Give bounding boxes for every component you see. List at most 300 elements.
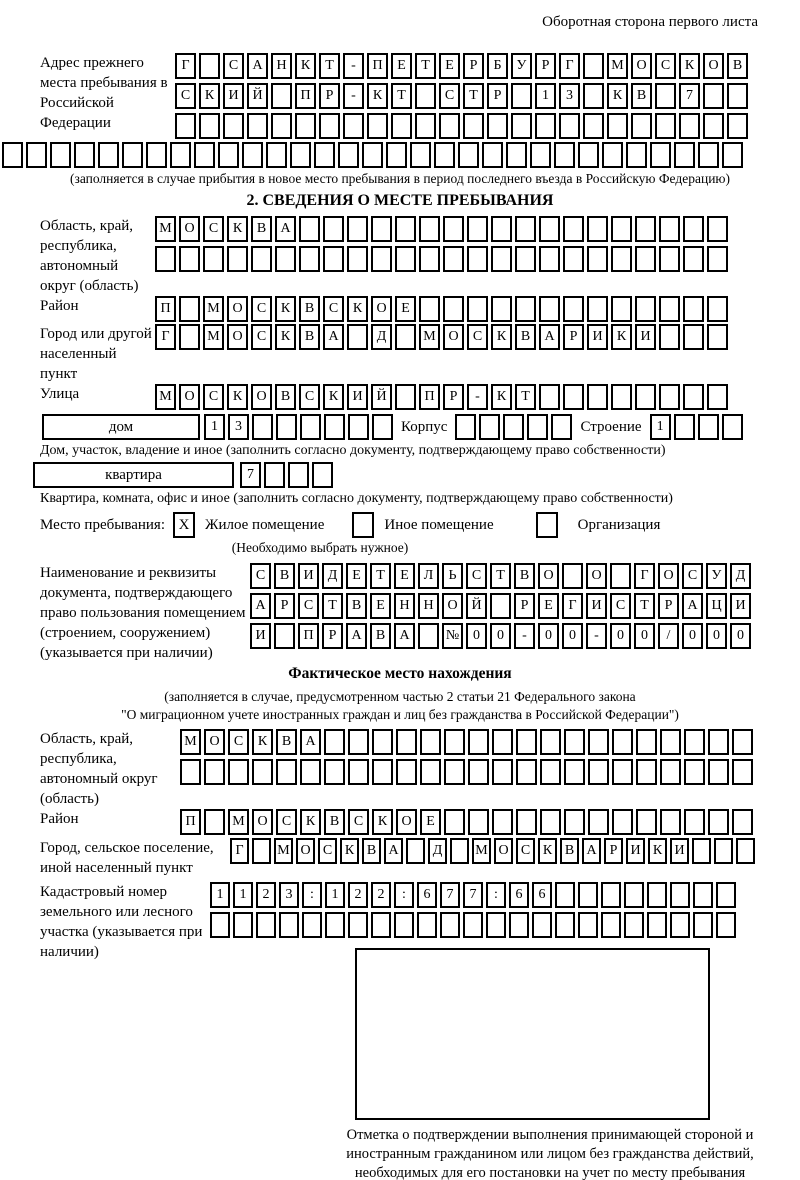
char-box[interactable] [458, 142, 479, 168]
char-box[interactable] [588, 729, 609, 755]
char-box[interactable] [650, 142, 671, 168]
char-box[interactable]: К [372, 809, 393, 835]
char-box[interactable]: 1 [535, 83, 556, 109]
char-box[interactable]: О [179, 384, 200, 410]
char-box[interactable] [635, 246, 656, 272]
char-box[interactable]: В [251, 216, 272, 242]
char-box[interactable] [655, 113, 676, 139]
char-box[interactable] [170, 142, 191, 168]
char-box[interactable] [343, 113, 364, 139]
char-box[interactable] [288, 462, 309, 488]
char-box[interactable]: 7 [463, 882, 483, 908]
char-box[interactable]: Д [428, 838, 447, 864]
char-box[interactable]: О [631, 53, 652, 79]
char-box[interactable] [684, 729, 705, 755]
char-box[interactable]: Е [370, 593, 391, 619]
char-box[interactable]: Р [463, 53, 484, 79]
char-box[interactable]: Г [155, 324, 176, 350]
char-box[interactable] [611, 296, 632, 322]
char-box[interactable]: О [227, 324, 248, 350]
char-box[interactable] [299, 246, 320, 272]
char-box[interactable] [583, 83, 604, 109]
org-checkbox[interactable] [536, 512, 558, 538]
char-box[interactable]: В [631, 83, 652, 109]
char-box[interactable]: 0 [490, 623, 511, 649]
char-box[interactable]: Д [322, 563, 343, 589]
char-box[interactable] [362, 142, 383, 168]
char-box[interactable] [562, 563, 583, 589]
char-box[interactable]: : [302, 882, 322, 908]
char-box[interactable] [179, 324, 200, 350]
char-box[interactable] [420, 759, 441, 785]
char-box[interactable] [146, 142, 167, 168]
char-box[interactable] [540, 729, 561, 755]
char-box[interactable]: Р [604, 838, 623, 864]
char-box[interactable] [290, 142, 311, 168]
char-box[interactable]: В [274, 563, 295, 589]
char-box[interactable] [516, 809, 537, 835]
char-box[interactable]: 3 [559, 83, 580, 109]
char-box[interactable] [670, 912, 690, 938]
char-box[interactable] [299, 216, 320, 242]
char-box[interactable] [155, 246, 176, 272]
char-box[interactable]: О [179, 216, 200, 242]
char-box[interactable] [683, 246, 704, 272]
char-box[interactable] [659, 384, 680, 410]
char-box[interactable] [274, 623, 295, 649]
char-box[interactable]: Р [563, 324, 584, 350]
char-box[interactable] [515, 296, 536, 322]
char-box[interactable] [394, 912, 414, 938]
char-box[interactable]: К [648, 838, 667, 864]
char-box[interactable]: С [251, 324, 272, 350]
char-box[interactable]: К [679, 53, 700, 79]
char-box[interactable] [698, 142, 719, 168]
char-box[interactable] [511, 83, 532, 109]
char-box[interactable] [647, 912, 667, 938]
char-box[interactable] [559, 113, 580, 139]
char-box[interactable]: Г [230, 838, 249, 864]
char-box[interactable] [395, 384, 416, 410]
char-box[interactable]: О [658, 563, 679, 589]
char-box[interactable] [659, 216, 680, 242]
char-box[interactable]: Р [319, 83, 340, 109]
char-box[interactable]: С [466, 563, 487, 589]
char-box[interactable] [302, 912, 322, 938]
char-box[interactable] [479, 414, 500, 440]
char-box[interactable] [324, 759, 345, 785]
char-box[interactable] [587, 384, 608, 410]
char-box[interactable] [539, 384, 560, 410]
char-box[interactable]: Е [538, 593, 559, 619]
char-box[interactable]: Т [634, 593, 655, 619]
char-box[interactable] [444, 759, 465, 785]
char-box[interactable] [444, 809, 465, 835]
char-box[interactable] [324, 729, 345, 755]
char-box[interactable] [490, 593, 511, 619]
char-box[interactable]: К [340, 838, 359, 864]
char-box[interactable] [372, 414, 393, 440]
char-box[interactable]: П [419, 384, 440, 410]
char-box[interactable] [371, 216, 392, 242]
char-box[interactable] [252, 838, 271, 864]
char-box[interactable]: 2 [348, 882, 368, 908]
char-box[interactable] [503, 414, 524, 440]
char-box[interactable]: О [494, 838, 513, 864]
char-box[interactable] [564, 809, 585, 835]
char-box[interactable] [434, 142, 455, 168]
char-box[interactable] [271, 83, 292, 109]
char-box[interactable]: Е [439, 53, 460, 79]
char-box[interactable]: 7 [679, 83, 700, 109]
char-box[interactable]: В [515, 324, 536, 350]
char-box[interactable] [415, 113, 436, 139]
char-box[interactable]: / [658, 623, 679, 649]
char-box[interactable] [674, 414, 695, 440]
char-box[interactable] [26, 142, 47, 168]
char-box[interactable]: О [396, 809, 417, 835]
char-box[interactable] [636, 729, 657, 755]
char-box[interactable]: 0 [634, 623, 655, 649]
char-box[interactable] [563, 296, 584, 322]
char-box[interactable] [395, 216, 416, 242]
char-box[interactable]: К [275, 324, 296, 350]
char-box[interactable] [242, 142, 263, 168]
char-box[interactable] [612, 809, 633, 835]
char-box[interactable] [391, 113, 412, 139]
char-box[interactable] [515, 246, 536, 272]
char-box[interactable] [587, 216, 608, 242]
char-box[interactable] [693, 912, 713, 938]
char-box[interactable]: С [203, 384, 224, 410]
char-box[interactable] [367, 113, 388, 139]
char-box[interactable] [325, 912, 345, 938]
char-box[interactable] [276, 759, 297, 785]
char-box[interactable] [486, 912, 506, 938]
char-box[interactable]: О [204, 729, 225, 755]
char-box[interactable] [602, 142, 623, 168]
char-box[interactable]: К [367, 83, 388, 109]
char-box[interactable]: С [251, 296, 272, 322]
char-box[interactable]: Н [271, 53, 292, 79]
char-box[interactable] [506, 142, 527, 168]
char-box[interactable]: 6 [509, 882, 529, 908]
char-box[interactable]: О [227, 296, 248, 322]
char-box[interactable] [626, 142, 647, 168]
char-box[interactable] [716, 882, 736, 908]
char-box[interactable]: В [346, 593, 367, 619]
char-box[interactable] [612, 759, 633, 785]
char-box[interactable] [247, 113, 268, 139]
char-box[interactable] [539, 246, 560, 272]
char-box[interactable] [635, 384, 656, 410]
char-box[interactable]: С [203, 216, 224, 242]
char-box[interactable] [175, 113, 196, 139]
char-box[interactable]: В [727, 53, 748, 79]
char-box[interactable] [578, 912, 598, 938]
char-box[interactable] [440, 912, 460, 938]
char-box[interactable]: 1 [650, 414, 671, 440]
char-box[interactable] [395, 324, 416, 350]
char-box[interactable] [607, 113, 628, 139]
char-box[interactable] [194, 142, 215, 168]
char-box[interactable] [218, 142, 239, 168]
char-box[interactable] [348, 414, 369, 440]
char-box[interactable] [698, 414, 719, 440]
char-box[interactable]: Р [658, 593, 679, 619]
char-box[interactable] [727, 113, 748, 139]
char-box[interactable] [684, 759, 705, 785]
char-box[interactable] [396, 759, 417, 785]
char-box[interactable]: К [252, 729, 273, 755]
char-box[interactable]: О [296, 838, 315, 864]
char-box[interactable] [703, 83, 724, 109]
char-box[interactable] [348, 729, 369, 755]
char-box[interactable] [450, 838, 469, 864]
char-box[interactable]: Е [420, 809, 441, 835]
char-box[interactable]: Г [634, 563, 655, 589]
char-box[interactable] [419, 246, 440, 272]
char-box[interactable]: С [298, 593, 319, 619]
char-box[interactable] [203, 246, 224, 272]
char-box[interactable] [492, 759, 513, 785]
char-box[interactable] [707, 384, 728, 410]
char-box[interactable] [674, 142, 695, 168]
char-box[interactable]: К [199, 83, 220, 109]
char-box[interactable] [647, 882, 667, 908]
char-box[interactable] [491, 216, 512, 242]
char-box[interactable] [264, 462, 285, 488]
char-box[interactable] [443, 246, 464, 272]
char-box[interactable] [371, 912, 391, 938]
char-box[interactable]: С [682, 563, 703, 589]
char-box[interactable] [716, 912, 736, 938]
char-box[interactable]: - [343, 53, 364, 79]
char-box[interactable] [578, 142, 599, 168]
char-box[interactable]: Й [371, 384, 392, 410]
char-box[interactable] [347, 324, 368, 350]
char-box[interactable] [539, 216, 560, 242]
char-box[interactable]: Е [346, 563, 367, 589]
char-box[interactable] [509, 912, 529, 938]
char-box[interactable]: К [491, 324, 512, 350]
char-box[interactable]: В [560, 838, 579, 864]
char-box[interactable]: О [251, 384, 272, 410]
char-box[interactable] [683, 384, 704, 410]
char-box[interactable]: В [514, 563, 535, 589]
char-box[interactable]: С [348, 809, 369, 835]
char-box[interactable] [708, 729, 729, 755]
char-box[interactable]: В [362, 838, 381, 864]
char-box[interactable]: И [587, 324, 608, 350]
char-box[interactable] [515, 216, 536, 242]
char-box[interactable]: С [516, 838, 535, 864]
char-box[interactable] [555, 882, 575, 908]
char-box[interactable] [98, 142, 119, 168]
zhiloe-checkbox[interactable]: X [173, 512, 195, 538]
char-box[interactable] [732, 729, 753, 755]
char-box[interactable]: И [670, 838, 689, 864]
char-box[interactable]: 0 [466, 623, 487, 649]
char-box[interactable] [279, 912, 299, 938]
char-box[interactable]: К [295, 53, 316, 79]
char-box[interactable]: Д [730, 563, 751, 589]
char-box[interactable] [611, 216, 632, 242]
char-box[interactable] [659, 246, 680, 272]
char-box[interactable]: 0 [706, 623, 727, 649]
char-box[interactable] [314, 142, 335, 168]
char-box[interactable] [372, 729, 393, 755]
char-box[interactable] [415, 83, 436, 109]
char-box[interactable]: С [323, 296, 344, 322]
char-box[interactable] [323, 246, 344, 272]
char-box[interactable] [588, 809, 609, 835]
char-box[interactable]: М [203, 324, 224, 350]
char-box[interactable] [463, 912, 483, 938]
char-box[interactable]: Т [515, 384, 536, 410]
char-box[interactable]: 2 [256, 882, 276, 908]
char-box[interactable]: К [491, 384, 512, 410]
char-box[interactable] [601, 912, 621, 938]
char-box[interactable] [179, 296, 200, 322]
char-box[interactable]: И [626, 838, 645, 864]
char-box[interactable]: 1 [204, 414, 225, 440]
char-box[interactable] [554, 142, 575, 168]
char-box[interactable]: П [155, 296, 176, 322]
char-box[interactable]: И [298, 563, 319, 589]
char-box[interactable] [227, 246, 248, 272]
char-box[interactable]: 6 [532, 882, 552, 908]
char-box[interactable] [583, 113, 604, 139]
char-box[interactable]: С [655, 53, 676, 79]
char-box[interactable] [50, 142, 71, 168]
char-box[interactable]: 6 [417, 882, 437, 908]
char-box[interactable]: С [318, 838, 337, 864]
char-box[interactable] [707, 246, 728, 272]
char-box[interactable] [468, 759, 489, 785]
char-box[interactable]: В [275, 384, 296, 410]
char-box[interactable] [443, 296, 464, 322]
char-box[interactable] [601, 882, 621, 908]
char-box[interactable] [420, 729, 441, 755]
char-box[interactable] [482, 142, 503, 168]
char-box[interactable]: М [472, 838, 491, 864]
char-box[interactable] [540, 809, 561, 835]
char-box[interactable]: С [223, 53, 244, 79]
char-box[interactable]: Е [391, 53, 412, 79]
char-box[interactable]: Й [247, 83, 268, 109]
char-box[interactable]: А [247, 53, 268, 79]
char-box[interactable]: 0 [730, 623, 751, 649]
char-box[interactable] [312, 462, 333, 488]
char-box[interactable]: В [276, 729, 297, 755]
char-box[interactable]: - [586, 623, 607, 649]
char-box[interactable]: 7 [440, 882, 460, 908]
char-box[interactable] [660, 809, 681, 835]
char-box[interactable]: : [394, 882, 414, 908]
char-box[interactable]: М [155, 384, 176, 410]
char-box[interactable]: Т [319, 53, 340, 79]
char-box[interactable] [588, 759, 609, 785]
char-box[interactable] [319, 113, 340, 139]
char-box[interactable]: Г [175, 53, 196, 79]
char-box[interactable] [540, 759, 561, 785]
char-box[interactable] [406, 838, 425, 864]
char-box[interactable] [660, 759, 681, 785]
char-box[interactable] [736, 838, 755, 864]
char-box[interactable]: Т [463, 83, 484, 109]
char-box[interactable] [555, 912, 575, 938]
char-box[interactable] [410, 142, 431, 168]
char-box[interactable]: Р [443, 384, 464, 410]
char-box[interactable] [199, 113, 220, 139]
char-box[interactable] [418, 623, 439, 649]
char-box[interactable] [683, 296, 704, 322]
char-box[interactable]: Т [322, 593, 343, 619]
char-box[interactable]: К [607, 83, 628, 109]
char-box[interactable] [266, 142, 287, 168]
char-box[interactable] [551, 414, 572, 440]
char-box[interactable] [655, 83, 676, 109]
char-box[interactable] [707, 296, 728, 322]
char-box[interactable]: С [228, 729, 249, 755]
char-box[interactable]: А [384, 838, 403, 864]
char-box[interactable]: У [706, 563, 727, 589]
char-box[interactable] [275, 246, 296, 272]
char-box[interactable] [532, 912, 552, 938]
char-box[interactable]: И [730, 593, 751, 619]
char-box[interactable]: Л [418, 563, 439, 589]
char-box[interactable] [223, 113, 244, 139]
char-box[interactable]: И [635, 324, 656, 350]
char-box[interactable]: А [394, 623, 415, 649]
char-box[interactable] [611, 246, 632, 272]
char-box[interactable] [610, 563, 631, 589]
char-box[interactable] [74, 142, 95, 168]
char-box[interactable]: 0 [562, 623, 583, 649]
char-box[interactable] [727, 83, 748, 109]
char-box[interactable] [684, 809, 705, 835]
char-box[interactable] [516, 759, 537, 785]
char-box[interactable]: С [610, 593, 631, 619]
char-box[interactable]: О [371, 296, 392, 322]
char-box[interactable]: К [611, 324, 632, 350]
char-box[interactable]: 2 [371, 882, 391, 908]
char-box[interactable]: П [180, 809, 201, 835]
char-box[interactable] [276, 414, 297, 440]
char-box[interactable]: 7 [240, 462, 261, 488]
char-box[interactable] [199, 53, 220, 79]
char-box[interactable]: А [582, 838, 601, 864]
char-box[interactable] [635, 296, 656, 322]
char-box[interactable]: У [511, 53, 532, 79]
char-box[interactable]: И [223, 83, 244, 109]
char-box[interactable] [419, 296, 440, 322]
char-box[interactable] [564, 729, 585, 755]
char-box[interactable]: М [607, 53, 628, 79]
char-box[interactable] [386, 142, 407, 168]
char-box[interactable]: И [250, 623, 271, 649]
char-box[interactable]: П [367, 53, 388, 79]
char-box[interactable] [708, 809, 729, 835]
char-box[interactable]: С [467, 324, 488, 350]
char-box[interactable]: М [180, 729, 201, 755]
char-box[interactable] [347, 216, 368, 242]
char-box[interactable]: 0 [610, 623, 631, 649]
char-box[interactable] [204, 759, 225, 785]
char-box[interactable]: Д [371, 324, 392, 350]
char-box[interactable] [395, 246, 416, 272]
